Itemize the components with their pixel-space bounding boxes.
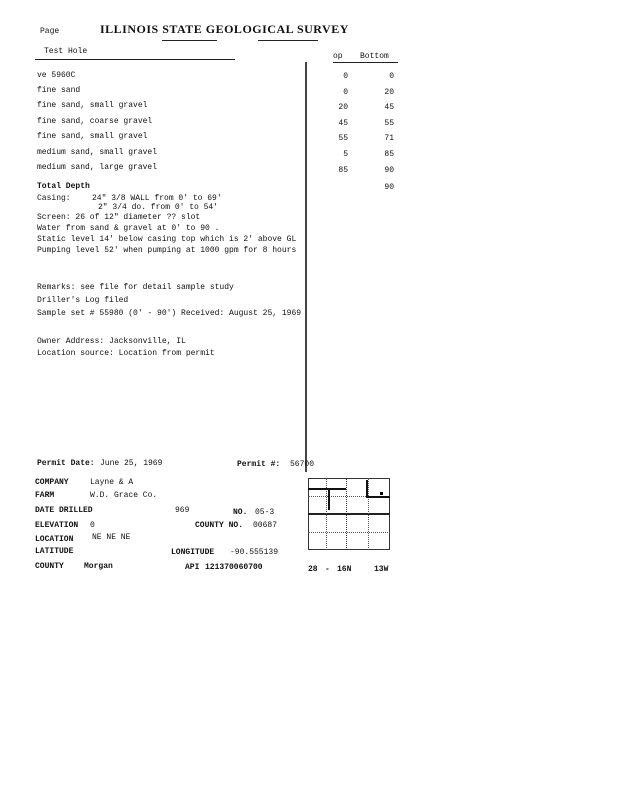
- layer-top: 20: [338, 103, 348, 112]
- grid-road-h: [366, 496, 390, 498]
- screen-info: Screen: 26 of 12" diameter ?? slot: [37, 213, 201, 222]
- county-no-value: 00687: [253, 521, 278, 530]
- remarks-line-3: Sample set # 55980 (0' - 90') Received: August 25, 1969: [37, 309, 302, 318]
- layer-desc: medium sand, large gravel: [37, 163, 158, 172]
- title-underline-1: [162, 40, 217, 41]
- layer-desc: fine sand, small gravel: [37, 132, 148, 141]
- latitude-label: LATITUDE: [35, 547, 74, 556]
- static-level: Static level 14' below casing top which is 2' above GL: [37, 235, 297, 244]
- layer-bottom: 20: [384, 88, 394, 97]
- township-value: 16N: [337, 565, 352, 574]
- layer-top: 5: [343, 150, 348, 159]
- total-depth-value: 90: [384, 183, 394, 192]
- page-title: ILLINOIS STATE GEOLOGICAL SURVEY: [100, 22, 349, 36]
- location-label: LOCATION: [35, 535, 74, 544]
- layer-top: 0: [343, 72, 348, 81]
- grid-v-line: [368, 478, 370, 550]
- layer-top: 85: [338, 166, 348, 175]
- longitude-label: LONGITUDE: [171, 548, 215, 557]
- layer-desc: fine sand, coarse gravel: [37, 117, 153, 126]
- api-value: 121370060700: [205, 563, 263, 572]
- company-label: COMPANY: [35, 478, 69, 487]
- permit-number-value: 56700: [290, 460, 315, 469]
- company-value: Layne & A: [90, 478, 134, 487]
- header-rule-left: [35, 59, 235, 60]
- section-value: 28: [308, 565, 318, 574]
- elevation-label: ELEVATION: [35, 521, 79, 530]
- layer-desc: medium sand, small gravel: [37, 148, 158, 157]
- layer-bottom: 0: [389, 72, 394, 81]
- farm-value: W.D. Grace Co.: [90, 491, 158, 500]
- date-drilled-value: 969: [175, 506, 190, 515]
- total-depth-label: Total Depth: [37, 182, 90, 191]
- location-value: NE NE NE: [92, 533, 131, 542]
- header-rule-right: [333, 62, 398, 63]
- grid-h-line: [308, 513, 390, 515]
- pumping-level: Pumping level 52' when pumping at 1000 gpm for 8 hours: [37, 246, 297, 255]
- remarks-line-2: Driller's Log filed: [37, 296, 129, 305]
- casing-line-2: 2" 3/4 do. from 0' to 54': [98, 203, 219, 212]
- no-label: NO.: [233, 508, 248, 517]
- layer-desc: fine sand, small gravel: [37, 101, 148, 110]
- well-location-marker: [380, 492, 383, 495]
- layer-top: 45: [338, 119, 348, 128]
- elevation-value: 0: [90, 521, 95, 530]
- permit-date-value: June 25, 1969: [100, 459, 163, 468]
- casing-line-1: 24" 3/8 WALL from 0' to 69': [92, 194, 222, 203]
- column-divider: [305, 62, 307, 472]
- title-underline-2: [258, 40, 318, 41]
- range-value: 13W: [374, 565, 389, 574]
- layer-bottom: 90: [384, 166, 394, 175]
- col-test-hole: Test Hole: [44, 47, 88, 56]
- section-grid-map: [308, 478, 390, 550]
- col-bottom: Bottom: [360, 52, 389, 61]
- permit-number-label: Permit #:: [237, 460, 281, 469]
- layer-desc: fine sand: [37, 86, 81, 95]
- casing-label: Casing:: [37, 194, 71, 203]
- farm-label: FARM: [35, 491, 55, 500]
- layer-desc: ve 5960C: [37, 71, 76, 80]
- section-dash: -: [325, 565, 330, 574]
- layer-top: 0: [343, 88, 348, 97]
- col-top: op: [333, 52, 343, 61]
- layer-top: 55: [338, 134, 348, 143]
- county-no-label: COUNTY NO.: [195, 521, 244, 530]
- owner-address: Owner Address: Jacksonville, IL: [37, 337, 186, 346]
- layer-bottom: 45: [384, 103, 394, 112]
- remarks-line-1: Remarks: see file for detail sample study: [37, 283, 234, 292]
- water-info: Water from sand & gravel at 0' to 90 .: [37, 224, 220, 233]
- date-drilled-label: DATE DRILLED: [35, 506, 93, 515]
- grid-h-line: [308, 532, 390, 534]
- county-value: Morgan: [84, 562, 113, 571]
- layer-bottom: 71: [384, 134, 394, 143]
- county-label: COUNTY: [35, 562, 64, 571]
- page-label: Page: [40, 27, 60, 36]
- permit-date-label: Permit Date:: [37, 459, 95, 468]
- grid-road-h: [308, 488, 346, 490]
- layer-bottom: 55: [384, 119, 394, 128]
- location-source: Location source: Location from permit: [37, 349, 215, 358]
- api-label: API: [185, 563, 200, 572]
- layer-bottom: 85: [384, 150, 394, 159]
- grid-v-line: [346, 478, 348, 550]
- no-value: 05-3: [255, 508, 275, 517]
- longitude-value: -90.555139: [230, 548, 279, 557]
- grid-road-v: [328, 488, 330, 510]
